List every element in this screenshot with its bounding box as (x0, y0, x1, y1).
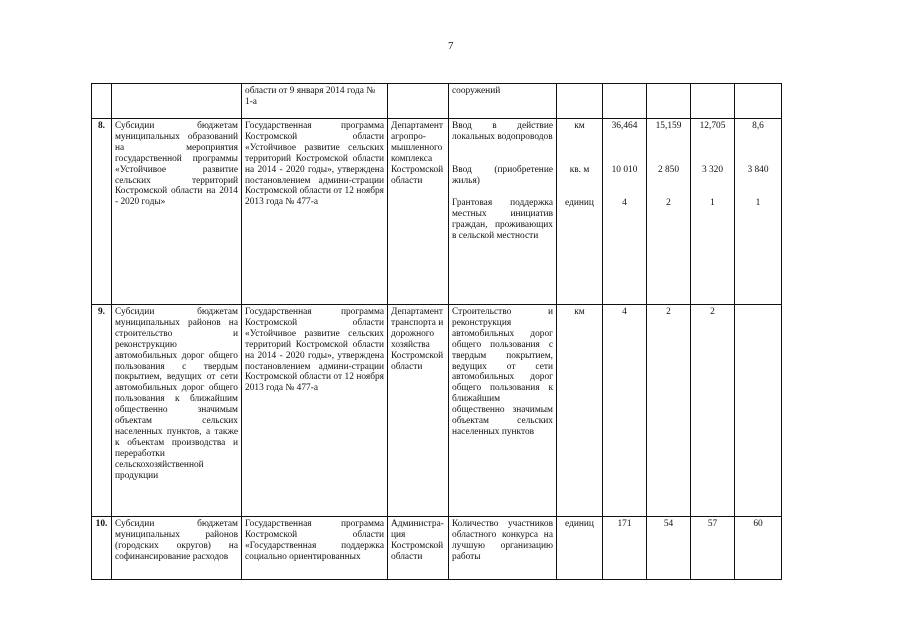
value-cell (603, 119, 647, 305)
value-cell: 171 (603, 517, 647, 580)
executor-cell: Департамент транспорта и дорожного хозяйства Костромской области (388, 305, 449, 517)
basis-cell: Государственная программа Костромской области «Устойчивое развитие сельских территорий Костромской области на 2014 - 2020 годы», утверждена постановлением админи-страции Костромской области от 12 ноября 2013 года № 477-а (242, 119, 388, 305)
unit-value: единиц (565, 198, 594, 208)
value: 36,464 (611, 121, 638, 131)
indicator-cell: Количество участников областного конкурса на лучшую организацию работы (449, 517, 557, 580)
program-table (91, 83, 782, 580)
value-cell: 2 (691, 305, 735, 517)
subsidy-name: Субсидии бюджетам муниципальных образований на мероприятия государственной программы «Устойчивое развитие сельских территорий Костромской области на 2014 - 2020 годы» (112, 119, 242, 305)
executor-cell: Администра-ция Костромской области (388, 517, 449, 580)
subsidy-name: Субсидии бюджетам муниципальных районов на строительство и реконструкцию автомобильных дорог общего пользования с твердым покрытием, ведущих от сети автомобильных дорог общего пользования к ближайшим общественно значимым объектам сельских населенных пунктов, а также к объектам производства и переработки сельскохозяйственной продукции (112, 305, 242, 517)
indicator-item: Ввод в действие локальных водопроводов (452, 121, 553, 142)
value: 15,159 (655, 121, 682, 131)
table-row (92, 119, 782, 305)
value-cell: 4 (603, 305, 647, 517)
page-number: 7 (448, 40, 454, 52)
row-number: 9. (92, 305, 112, 517)
value-cell (647, 119, 691, 305)
subsidy-name: Субсидии бюджетам муниципальных районов (городских округов) на софинансирование расходов (112, 517, 242, 580)
basis-cell: Государственная программа Костромской области «Устойчивое развитие сельских территорий Костромской области на 2014 - 2020 годы», утверждена постановлением админи-страции Костромской области от 12 ноября 2013 года № 477-а (242, 305, 388, 517)
value-cell: 57 (691, 517, 735, 580)
value: 2 (666, 198, 671, 208)
value-cell (735, 305, 782, 517)
indicator-cell: Строительство и реконструкция автомобильных дорог общего пользования с твердым покрытием, ведущих от сети автомобильных дорог общего пользования к ближайшим общественно значимым объектам сельских населенных пунктов (449, 305, 557, 517)
value: 8,6 (752, 121, 764, 131)
table-row (92, 84, 782, 119)
value: 1 (755, 198, 761, 208)
row-number: 8. (92, 119, 112, 305)
value-cell (691, 119, 735, 305)
indicator-cell: сооружений (449, 84, 557, 119)
value: 3 840 (747, 165, 769, 175)
value-cell: 60 (735, 517, 782, 580)
row-number: 10. (92, 517, 112, 580)
value-cell: 2 (647, 305, 691, 517)
value-cell (735, 119, 782, 305)
value-cell: 54 (647, 517, 691, 580)
indicator-item: Грантовая поддержка местных инициатив граждан, проживающих в сельской местности (452, 198, 553, 241)
value: 1 (710, 198, 715, 208)
unit-cell: км (557, 305, 603, 517)
indicator-item: Ввод (приобретение жилья) (452, 165, 553, 186)
unit-cell: единиц (557, 517, 603, 580)
indicator-cell (449, 119, 557, 305)
unit-value: кв. м (569, 165, 590, 175)
value: 4 (622, 198, 627, 208)
value: 10 010 (611, 165, 638, 175)
table-row (92, 305, 782, 517)
value: 2 850 (657, 165, 680, 175)
unit-cell (557, 119, 603, 305)
executor-cell: Департамент агропро-мышленного комплекса Костромской области (388, 119, 449, 305)
value: 12,705 (699, 121, 726, 131)
basis-cell: Государственная программа Костромской области «Государственная поддержка социально ориентированных (242, 517, 388, 580)
unit-value: км (574, 121, 585, 131)
basis-cell: области от 9 января 2014 года № 1-а (242, 84, 388, 119)
value: 3 320 (701, 165, 724, 175)
table-row (92, 517, 782, 580)
